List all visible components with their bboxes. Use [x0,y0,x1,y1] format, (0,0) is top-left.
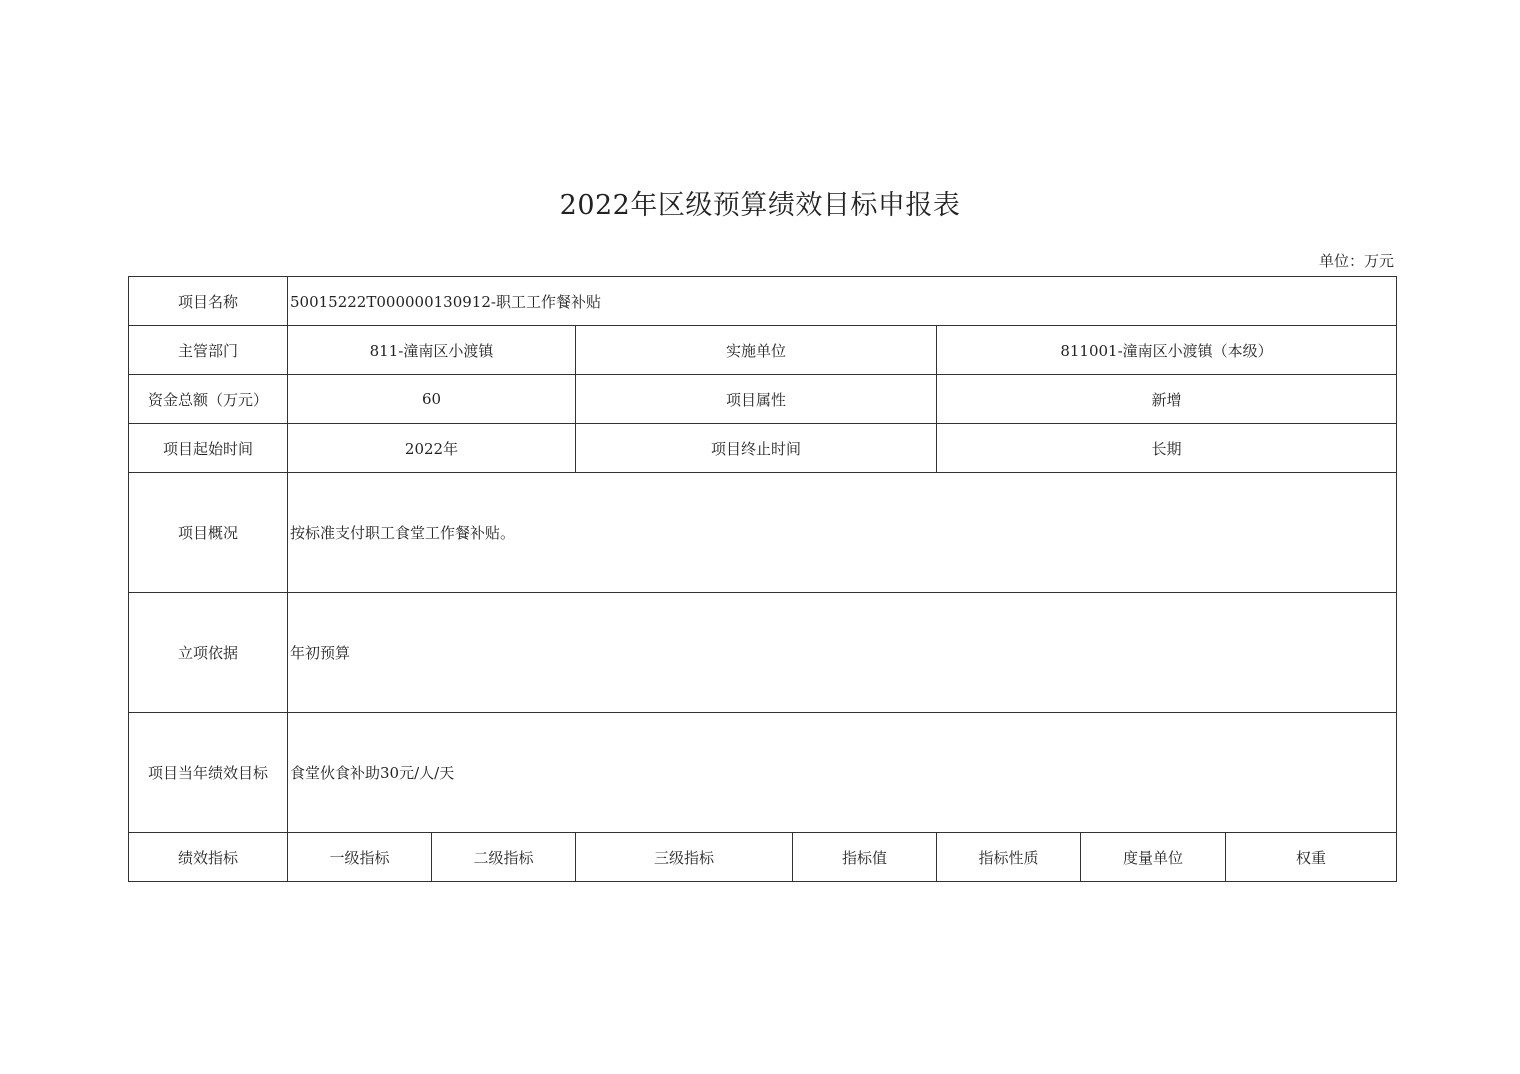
start-time-label: 项目起始时间 [129,424,288,473]
implementing-unit-label: 实施单位 [576,326,937,375]
row-overview [129,473,1397,593]
end-time-label: 项目终止时间 [576,424,937,473]
row-indicator-header [129,833,1397,882]
row-funds [129,375,1397,424]
goal-value: 食堂伙食补助30元/人/天 [288,713,1397,833]
row-basis [129,593,1397,713]
unit-label: 单位：万元 [1318,252,1394,270]
page-title: 2022年区级预算绩效目标申报表 [559,190,961,221]
row-period [129,424,1397,473]
indicator-label: 绩效指标 [129,833,288,882]
row-goal [129,713,1397,833]
overview-label: 项目概况 [129,473,288,593]
indicator-column-header: 指标性质 [937,833,1081,882]
indicator-column-header: 指标值 [793,833,937,882]
indicator-column-header: 三级指标 [576,833,793,882]
start-time-value: 2022年 [288,424,576,473]
goal-label: 项目当年绩效目标 [129,713,288,833]
row-project-name [129,277,1397,326]
indicator-column-header: 二级指标 [432,833,576,882]
total-funds-value: 60 [288,375,576,424]
indicator-column-header: 度量单位 [1081,833,1226,882]
department-value: 811-潼南区小渡镇 [288,326,576,375]
basis-value: 年初预算 [288,593,1397,713]
row-department [129,326,1397,375]
total-funds-label: 资金总额（万元） [129,375,288,424]
department-label: 主管部门 [129,326,288,375]
project-attribute-value: 新增 [937,375,1397,424]
project-name-value: 50015222T000000130912-职工工作餐补贴 [288,277,1397,326]
basis-label: 立项依据 [129,593,288,713]
indicator-column-header: 一级指标 [288,833,432,882]
project-attribute-label: 项目属性 [576,375,937,424]
project-name-label: 项目名称 [129,277,288,326]
overview-value: 按标准支付职工食堂工作餐补贴。 [288,473,1397,593]
budget-form-table [128,276,1397,882]
end-time-value: 长期 [937,424,1397,473]
implementing-unit-value: 811001-潼南区小渡镇（本级） [937,326,1397,375]
indicator-column-header: 权重 [1226,833,1397,882]
